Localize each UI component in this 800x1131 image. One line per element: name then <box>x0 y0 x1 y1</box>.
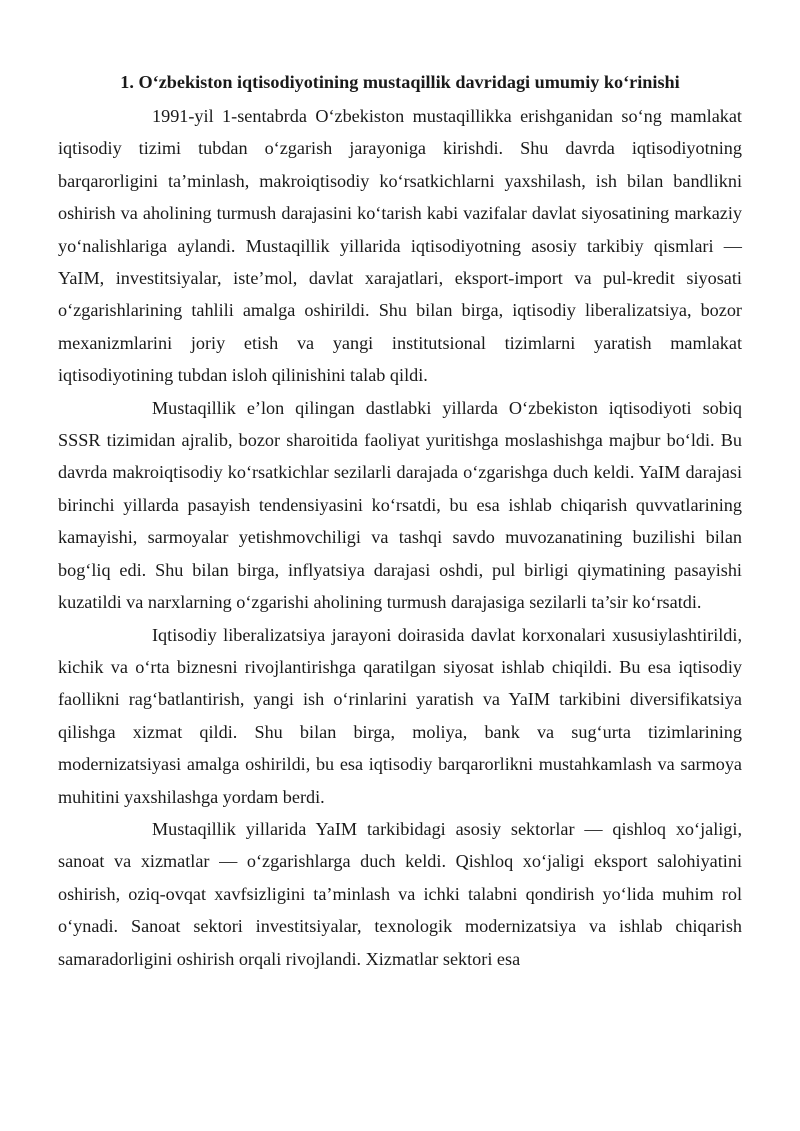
paragraph-4: Mustaqillik yillarida YaIM tarkibidagi asosiy sektorlar — qishloq xo‘jaligi, sanoat va xizmatlar — o‘zgarishlarga duch keldi. Qishloq xo‘jaligi eksport salohiyatini oshirish, oziq-ovqat xavfsizligini ta’minlash va ichki talabni qondirish yo‘lida muhim rol o‘ynadi. Sanoat sektori investitsiyalar, texnologik modernizatsiya va ishlab chiqarish samaradorligini oshirish orqali rivojlandi. Xizmatlar sektori esa <box>58 818 742 969</box>
document-page <box>58 70 742 975</box>
section-heading: 1. O‘zbekiston iqtisodiyotining mustaqillik davridagi umumiy ko‘rinishi <box>120 72 680 92</box>
paragraph-3: Iqtisodiy liberalizatsiya jarayoni doirasida davlat korxonalari xususiylashtirildi, kichik va o‘rta biznesni rivojlantirishga qaratilgan siyosat ishlab chiqildi. Bu esa iqtisodiy faollikni rag‘batlantirish, yangi ish o‘rinlarini yaratish va YaIM tarkibini diversifikatsiya qilishga xizmat qildi. Shu bilan birga, moliya, bank va sug‘urta tizimlarining modernizatsiyasi amalga oshirildi, bu esa iqtisodiy barqarorlikni mustahkamlash va sarmoya muhitini yaxshilashga yordam berdi. <box>58 624 742 807</box>
paragraph-2: Mustaqillik e’lon qilingan dastlabki yillarda O‘zbekiston iqtisodiyoti sobiq SSSR tizimidan ajralib, bozor sharoitida faoliyat yuritishga moslashishga majbur bo‘ldi. Bu davrda makroiqtisodiy ko‘rsatkichlar sezilarli darajada o‘zgarishga duch keldi. YaIM darajasi birinchi yillarda pasayish tendensiyasini ko‘rsatdi, bu esa ishlab chiqarish quvvatlarining kamayishi, sarmoyalar yetishmovchiligi va tashqi savdo muvozanatining buzilishi bilan bog‘liq edi. Shu bilan birga, inflyatsiya darajasi oshdi, pul birligi qiymatining pasayishi kuzatildi va narxlarning o‘zgarishi aholining turmush darajasiga sezilarli ta’sir ko‘rsatdi. <box>58 397 742 613</box>
paragraph-1: 1991-yil 1-sentabrda O‘zbekiston mustaqillikka erishganidan so‘ng mamlakat iqtisodiy tizimi tubdan o‘zgarish jarayoniga kirishdi. Shu davrda iqtisodiyotning barqarorligini ta’minlash, makroiqtisodiy ko‘rsatkichlarni yaxshilash, ish bilan bandlikni oshirish va aholining turmush darajasini ko‘tarish kabi vazifalar davlat siyosatining markaziy yo‘nalishlariga aylandi. Mustaqillik yillarida iqtisodiyotning asosiy tarkibiy qismlari — YaIM, investitsiyalar, iste’mol, davlat xarajatlari, eksport-import va pul-kredit siyosati o‘zgarishlarining tahlili amalga oshirildi. Shu bilan birga, iqtisodiy liberalizatsiya, bozor mexanizmlarini joriy etish va yangi institutsional tizimlarni yaratish mamlakat iqtisodiyotining tubdan isloh qilinishini talab qildi. <box>58 106 742 386</box>
